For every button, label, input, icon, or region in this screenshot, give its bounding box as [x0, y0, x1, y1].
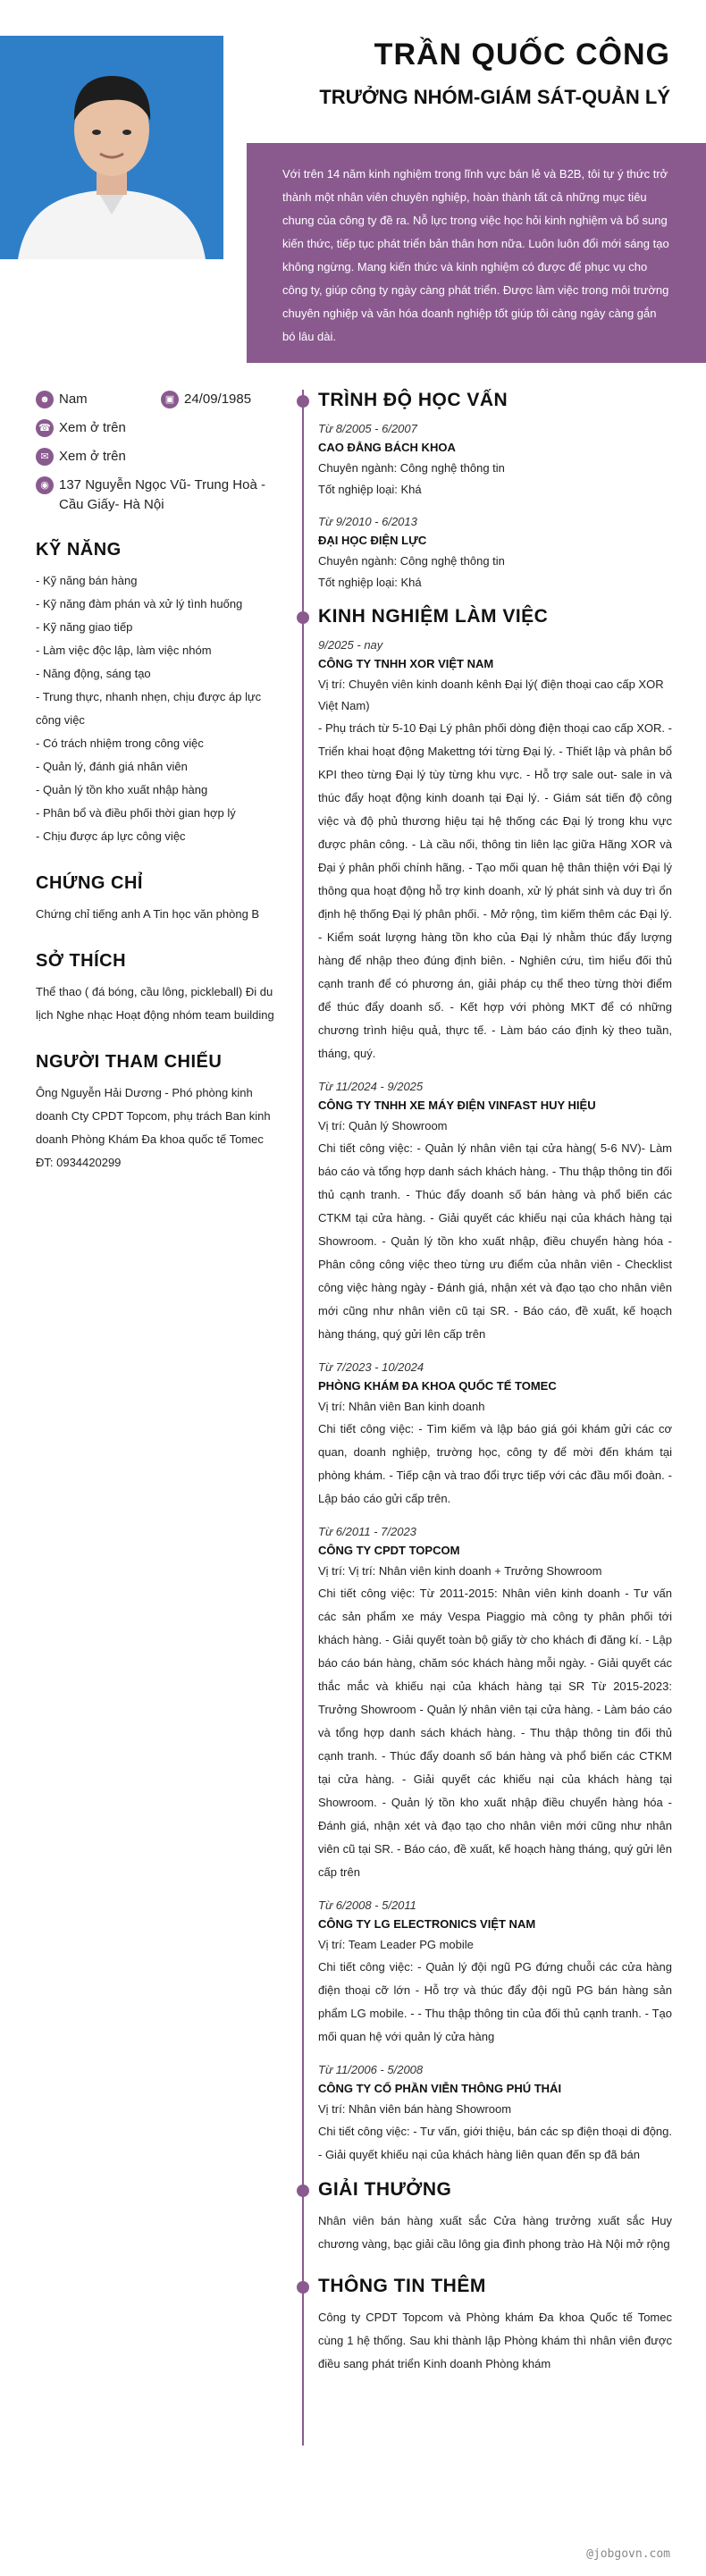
experience-date: Từ 11/2024 - 9/2025	[318, 1080, 424, 1093]
gender-value: Nam	[59, 391, 88, 407]
education-list	[318, 420, 672, 593]
education-entry	[318, 420, 672, 501]
skills-heading: KỸ NĂNG	[36, 540, 122, 560]
experience-date: Từ 6/2011 - 7/2023	[318, 1525, 416, 1538]
company-name: PHÒNG KHÁM ĐA KHOA QUỐC TẾ TOMEC	[318, 1379, 557, 1393]
education-date: Từ 9/2010 - 6/2013	[318, 515, 417, 528]
skill-item: - Quản lý tồn kho xuất nhập hàng	[36, 783, 208, 796]
cv-header	[0, 0, 706, 358]
email-icon: ✉	[36, 448, 54, 466]
position: Vị trí: Chuyên viên kinh doanh kênh Đại lý( điện thoại cao cấp XOR Việt Nam)	[318, 678, 664, 712]
position: Vị trí: Vị trí: Nhân viên kinh doanh + Trưởng Showroom	[318, 1564, 602, 1578]
contact-row-phone	[36, 418, 277, 438]
experience-list	[318, 636, 672, 2167]
person-icon: ☻	[36, 391, 54, 408]
awards-text: Nhân viên bán hàng xuất sắc Cửa hàng trưởng xuất sắc Huy chương vàng, bạc giải cầu lông gia đình phong trào Hà Nội mở rộng	[318, 2214, 672, 2251]
references-heading: NGƯỜI THAM CHIẾU	[36, 1052, 223, 1072]
job-description: - Phụ trách từ 5-10 Đại Lý phân phối dòng điện thoại cao cấp XOR. - Triển khai hoạt động Makettng tới từng Đại lý. - Thiết lập và phân bổ KPI theo từng Đại lý tùy từng khu vực. - Hỗ trợ sale out- sale in và thúc đẩy hoạt động kinh doanh tại Đại lý. - Giám sát tiến độ công việc và độ phủ thương hiệu tại hệ thống các Đại lý trong khu vực được phân công. - Là cầu nối, thông tin liên lạc giữa Hãng XOR và Đại ý phân phối chính hãng. - Tạo mối quan hệ thân thiện với Đại lý thông qua hoạt động hỗ trợ kinh doanh, xử lý phát sinh và duy trì ổn định hệ thống Đại lý phân phối. - Mở rộng, tìm kiếm thêm các Đại lý. - Kiểm soát lượng hàng tồn kho của Đại lý nhằm thúc đẩy lượng hàng để nhập theo đúng định biên. - Nghiên cứu, tìm hiểu đối thủ cạnh tranh để có phương án, giải pháp cụ thể theo từng thời điểm để thúc đẩy doanh số. - Kết hợp với phòng MKT để có những chương trình hiệu quả, thực tế. - Làm báo cáo định kỳ theo tuần, tháng, quý.	[318, 721, 672, 1060]
education-grade: Tốt nghiệp loại: Khá	[318, 483, 422, 496]
location-icon: ◉	[36, 476, 54, 494]
calendar-icon: ▣	[161, 391, 179, 408]
company-name: CÔNG TY CPDT TOPCOM	[318, 1544, 460, 1557]
timeline-dot	[297, 611, 309, 624]
extra-info-text: Công ty CPDT Topcom và Phòng khám Đa khoa Quốc tế Tomec cùng 1 hệ thống. Sau khi thành lập Phòng khám thì nhân viên được điều sang phát triển Kinh doanh Phòng khám	[318, 2311, 672, 2370]
references-text: Ông Nguyễn Hải Dương - Phó phòng kinh doanh Cty CPDT Topcom, phụ trách Ban kinh doanh Phòng Khám Đa khoa quốc tế Tomec ĐT: 0934420299	[36, 1086, 271, 1169]
experience-section	[318, 606, 672, 2167]
experience-entry	[318, 2061, 672, 2167]
profile-photo	[0, 36, 223, 259]
left-column	[36, 390, 277, 1174]
timeline-dot	[297, 2281, 309, 2294]
skill-item: - Trung thực, nhanh nhẹn, chịu được áp lực công việc	[36, 690, 262, 727]
contact-row-gender-birthday	[36, 390, 277, 409]
skill-item: - Kỹ năng bán hàng	[36, 574, 138, 587]
experience-entry	[318, 1897, 672, 2049]
education-major: Chuyên ngành: Công nghệ thông tin	[318, 461, 505, 475]
school-name: ĐẠI HỌC ĐIỆN LỰC	[318, 534, 427, 547]
job-description: Chi tiết công việc: - Quản lý đội ngũ PG đứng chuỗi các cửa hàng điện thoại cỡ lớn - Hỗ trợ và thúc đẩy đội ngũ PG bán hàng sản phẩm LG mobile. - - Thu thập thông tin của đối thủ cạnh tranh. - Tạo mối quan hệ với quản lý cửa hàng	[318, 1960, 672, 2043]
company-name: CÔNG TY TNHH XOR VIỆT NAM	[318, 657, 494, 670]
skill-item: - Phân bổ và điều phối thời gian hợp lý	[36, 806, 236, 820]
position: Vị trí: Nhân viên bán hàng Showroom	[318, 2102, 512, 2116]
awards-heading: GIẢI THƯỞNG	[318, 2179, 452, 2200]
education-grade: Tốt nghiệp loại: Khá	[318, 576, 422, 589]
job-description: Chi tiết công việc: - Quản lý nhân viên tại cửa hàng( 5-6 NV)- Làm báo cáo và tổng hợp danh sách khách hàng. - Thu thập thông tin đối thủ cạnh tranh. - Thúc đẩy doanh số bán hàng và phổ biến các CTKM tại cửa hàng. - Giải quyết các khiếu nại của khách hàng tại Showroom. - Quản lý tồn kho xuất nhập, điều chuyển hàng hóa - Phân công công việc theo từng ưu điểm của nhân viên - Checklist công việc hàng ngày - Đánh giá, nhận xét và đạo tạo cho nhân viên mới cũng như nhân viên cũ tại SR. - Báo cáo, đề xuất, kế hoạch hàng tháng, quý gửi lên cấp trên	[318, 1141, 672, 1341]
position: Vị trí: Quản lý Showroom	[318, 1119, 448, 1132]
contact-row-email	[36, 447, 277, 467]
company-name: CÔNG TY LG ELECTRONICS VIỆT NAM	[318, 1917, 536, 1931]
experience-date: Từ 6/2008 - 5/2011	[318, 1898, 416, 1912]
certificates-heading: CHỨNG CHỈ	[36, 873, 143, 893]
experience-heading: KINH NGHIỆM LÀM VIỆC	[318, 606, 549, 627]
gender-cell	[36, 390, 161, 409]
school-name: CAO ĐẲNG BÁCH KHOA	[318, 441, 456, 454]
address-value: 137 Nguyễn Ngọc Vũ- Trung Hoà - Cầu Giấy- Hà Nội	[59, 477, 265, 512]
company-name: CÔNG TY CỔ PHẦN VIỄN THÔNG PHÚ THÁI	[318, 2082, 562, 2095]
skill-item: - Có trách nhiệm trong công việc	[36, 737, 204, 750]
right-column	[318, 390, 672, 2388]
job-description: Chi tiết công việc: - Tìm kiếm và lập báo giá gói khám gửi các cơ quan, doanh nghiệp, trường học, công ty để mời đến khám tại phòng khám. - Tiếp cận và trao đổi trực tiếp với các đầu mối đoàn. - Lập báo cáo gửi cấp trên.	[318, 1422, 672, 1505]
timeline-dot	[297, 2185, 309, 2197]
position: Vị trí: Team Leader PG mobile	[318, 1938, 474, 1951]
contact-row-address	[36, 476, 277, 515]
watermark: @jobgovn.com	[586, 2547, 670, 2561]
job-description: Chi tiết công việc: Từ 2011-2015: Nhân viên kinh doanh - Tư vấn các sản phẩm xe máy Vespa Piaggio mà công ty phân phối tới khách hàng. - Giải quyết toàn bộ giấy tờ cho khách đi đăng kí. - Lập báo cáo bán hàng, chăm sóc khách hàng mỗi ngày. - Giải quyết các thắc mắc và khiếu nại của khách hàng tại SR Từ 2015-2023: Trưởng Showroom - Quản lý nhân viên tại cửa hàng. - Làm báo cáo và tổng hợp danh sách khách hàng. - Thu thập thông tin đối thủ cạnh tranh. - Thúc đẩy doanh số bán hàng và phổ biến các CTKM tại cửa hàng. - Giải quyết các khiếu nại của khách hàng tại Showroom. - Quản lý tồn kho xuất nhập điều chuyển hàng hóa - Đánh giá, nhận xét và đạo tạo cho nhân viên mới cũng như nhân viên cũ tại SR. - Báo cáo, đề xuất, kế hoạch hàng tháng, quý gửi lên cấp trên	[318, 1587, 672, 1879]
career-summary: Với trên 14 năm kinh nghiệm trong lĩnh vực bán lẻ và B2B, tôi tự ý thức trở thành một nhân viên chuyên nghiệp, hoàn thành tất cả những mục tiêu chung của công ty đề ra. Nỗ lực trong việc học hỏi kinh nghiệm và bổ sung kiến thức, tiếp tục phát triển bản thân hơn nữa. Luôn luôn đổi mới sáng tạo không ngừng. Mang kiến thức và kinh nghiệm có được để phục vụ cho công ty, giúp công ty ngày càng phát triển. Được làm việc trong môi trường chuyên nghiệp và văn hóa doanh nghiệp tốt giúp tôi càng ngày càng gắn bó lâu dài.	[247, 143, 706, 363]
skill-item: - Chịu được áp lực công việc	[36, 829, 186, 843]
hobbies-heading: SỞ THÍCH	[36, 951, 127, 971]
birthday-value: 24/09/1985	[184, 391, 252, 407]
candidate-name: TRẦN QUỐC CÔNG	[374, 38, 670, 72]
experience-entry	[318, 636, 672, 1065]
skill-item: - Làm việc độc lập, làm việc nhóm	[36, 644, 212, 657]
awards-section	[318, 2179, 672, 2256]
skill-item: - Kỹ năng giao tiếp	[36, 620, 133, 634]
portrait-image	[0, 36, 223, 259]
education-section	[318, 390, 672, 593]
education-entry	[318, 513, 672, 593]
skill-item: - Quản lý, đánh giá nhân viên	[36, 760, 188, 773]
hobbies-text: Thể thao ( đá bóng, cầu lông, pickleball) Đi du lịch Nghe nhạc Hoạt động nhóm team building	[36, 985, 274, 1022]
certificates-text: Chứng chỉ tiếng anh A Tin học văn phòng B	[36, 907, 260, 921]
skill-item: - Kỹ năng đàm phán và xử lý tình huống	[36, 597, 243, 610]
experience-date: Từ 7/2023 - 10/2024	[318, 1360, 424, 1374]
phone-icon: ☎	[36, 419, 54, 437]
experience-entry	[318, 1359, 672, 1511]
job-description: Chi tiết công việc: - Tư vấn, giới thiệu, bán các sp điện thoại di động. - Giải quyết khiếu nại của khách hàng liên quan đến sp đã bán	[318, 2125, 672, 2161]
company-name: CÔNG TY TNHH XE MÁY ĐIỆN VINFAST HUY HIỆU	[318, 1099, 596, 1112]
experience-date: Từ 11/2006 - 5/2008	[318, 2063, 424, 2076]
email-value: Xem ở trên	[59, 449, 126, 464]
phone-value: Xem ở trên	[59, 420, 126, 435]
experience-entry	[318, 1523, 672, 1884]
extra-info-heading: THÔNG TIN THÊM	[318, 2276, 486, 2296]
birthday-cell	[161, 390, 251, 409]
candidate-title: TRƯỞNG NHÓM-GIÁM SÁT-QUẢN LÝ	[319, 86, 670, 108]
experience-date: 9/2025 - nay	[318, 638, 383, 652]
skills-list	[36, 569, 277, 848]
timeline-line	[302, 390, 304, 2446]
timeline-dot	[297, 395, 309, 408]
experience-entry	[318, 1078, 672, 1346]
education-date: Từ 8/2005 - 6/2007	[318, 422, 417, 435]
position: Vị trí: Nhân viên Ban kinh doanh	[318, 1400, 485, 1413]
extra-info-section	[318, 2276, 672, 2376]
education-major: Chuyên ngành: Công nghệ thông tin	[318, 554, 505, 568]
skill-item: - Năng động, sáng tạo	[36, 667, 151, 680]
education-heading: TRÌNH ĐỘ HỌC VẤN	[318, 390, 508, 410]
